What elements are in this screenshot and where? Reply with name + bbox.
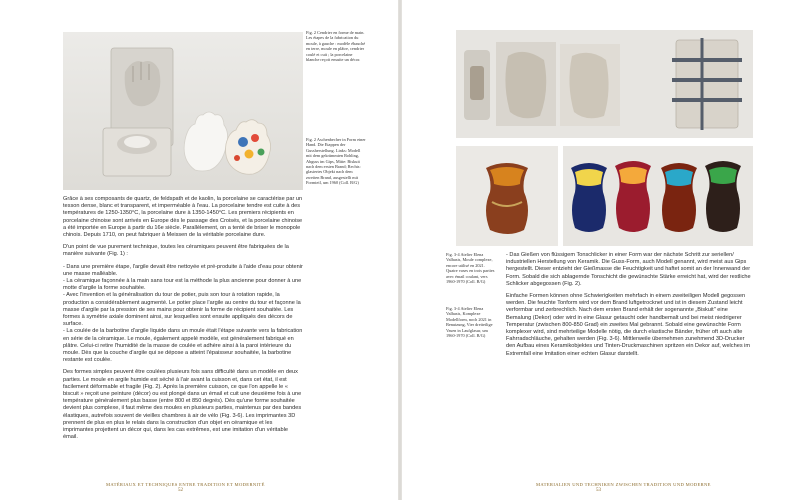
paragraph-2: D'un point de vue purement technique, toutes les céramiques peuvent être fabriquées de la manière suivante (Fig. 1) :	[63, 244, 289, 258]
right-paragraph-1: - Das Gießen von flüssigem Tonschlicker in einer Form war der nächste Schritt zur seriellen/ industriellen Herstellung von Keramik. Die Guss-Form, auch Modell genannt, wird meist aus Gips hergestellt. Dieser entzieht der Gießmasse die Feuchtigkeit und haftet somit an der Innenwand der Form. Sobald die sich ablagernde Tonschicht die gewünschte Stärke erreicht hat, wird der restliche Schlicker abgegossen (Fig. 2).	[506, 252, 751, 287]
left-page	[0, 0, 398, 500]
mold-stages-illustration	[63, 32, 303, 190]
single-vase-photo	[456, 146, 558, 246]
mold-parts-photo	[456, 30, 753, 138]
caption-fig3-fr: Fig. 3-4 Atelier Elena Valhasis, Moule complexe, encore utilisé en 2021. Quatre vases en trois parties avec émail coulant, vers 1960-1970 (Coll. B/G)	[446, 252, 495, 285]
figure-caption-fr	[306, 30, 366, 64]
figure-caption-de	[306, 137, 366, 188]
left-body-text	[63, 196, 303, 447]
figure-caption-fr-right	[446, 252, 496, 286]
left-page-number: 52	[178, 488, 183, 493]
right-body-text	[506, 252, 754, 363]
right-page	[402, 0, 800, 500]
vases-row-illustration	[563, 146, 753, 246]
right-page-number: 53	[596, 488, 601, 493]
four-vases-photo	[563, 146, 753, 246]
mold-parts-illustration	[456, 30, 753, 138]
figure-caption-de-right	[446, 306, 496, 340]
plaster-mold-hand-photo	[63, 32, 303, 190]
paragraph-4: Des formes simples peuvent être coulées plusieurs fois sans difficulté dans un modèle en deux parties. Le moule en argile humide est séché à l'air avant la cuisson et, dans cet état, il est facilement déformable et fragile (Fig. 2). Après la première cuisson, ce que l'on appelle le « biscuit » reçoit une peinture (décor) ou est plongé dans un émail et cuit une deuxième fois à une température généralement plus basse (entre 800 et 850 degrés). Dès qu'une forme souhaitée devient plus complexe, il faut même des moules en plusieurs parties, maintenus par des bandes élastiques, autrefois souvent de vieilles chambres à air de vélo (Fig. 3-6). Les imprimantes 3D prennent de plus en plus le relais dans la construction d'un objet en céramique et les imprimantes projettent un décor qui, dans les cas extrêmes, est une imitation d'un véritable émail.	[63, 369, 302, 441]
vase-illustration	[456, 146, 558, 246]
right-running-footer: MATERIALIEN UND TECHNIKEN ZWISCHEN TRADITION UND MODERNE	[536, 482, 711, 487]
paragraph-1: Grâce à ses composants de quartz, de feldspath et de kaolin, la porcelaine se caractérise par un tesson dense, blanc et transparent, et imperméable à l'eau. La porcelaine tendre est cuite à des températures de 1250-1350°C, la porcelaine dure à 1350-1450°C. Les premiers récipients en porcelaine chinoise sont arrivés en Europe dès le passage des Croisés, et la porcelaine chinoise a été importée en Europe à partir du 16e siècle. Parallèlement, on a tenté de briser le monopole chinois. Depuis 1710, on peut fabriquer à Meissen de la véritable porcelaine dure.	[63, 196, 303, 239]
left-running-footer: MATÉRIAUX ET TECHNIQUES ENTRE TRADITION ET MODERNITÉ	[106, 482, 265, 487]
caption-fig3-de: Fig. 3-4 Atelier Elena Valhasis, Komplexe Modellform, noch 2021 in Benutzung, Vier dreiteilige Vasen in Laufglasur, um 1960-1970 (Coll. B/G)	[446, 306, 493, 339]
caption-fig2-de: Fig. 2 Aschenbecher in Form einer Hand. Die Etappen der Gussherstellung. Links: Modell mit dem gekrümmten Rohling, Abguss im Gips, Mitte: Biskuit nach dem ersten Brand; Rechts: glasiertes Objekt nach dem zweiten Brand, ausgestellt mit Formteil, um 1960 (Coll. B/G)	[306, 137, 366, 186]
right-paragraph-2: Einfache Formen können ohne Schwierigkeiten mehrfach in einem zweiteiligen Modell gegossen werden. Die feuchte Tonform wird vor dem Brand luftgetrocknet und ist in diesem Zustand leicht verformbar und zerbrechlich. Nach dem ersten Brand erhält der sogenannte „Biskuit" eine Bemalung (Dekor) oder wird in eine Glasur getaucht oder handbemalt und bei meist niedrigerer Temperatur (zwischen 800-850 Grad) ein zweites Mal gebrannt. Sobald eine gewünschte Form komplexer wird, sind mehrteilige Modelle nötig, die durch elastische Bänder, früher oft auch alte Fahrradschläuche, gehalten werden (Fig. 3-6). Mittlerweile übernehmen zunehmend 3D-Drucker den Aufbau eines Keramikobjektes und Tinten-Druckmaschinen spritzen ein Dekor auf, welches im Extremfall eine Imitation einer echten Glasur darstellt.	[506, 293, 751, 357]
paragraph-3: - Dans une première étape, l'argile devait être nettoyée et pré-produite à l'aide d'eau pour obtenir une masse malléable. - La céramique façonnée à la main sans tour est la méthode la plus ancienne pour donner à une motte d'argile la forme souhaitée. - Avec l'invention et la généralisation du tour de potier, puis son tour à rotation rapide, la production a considérablement augmenté. Le potier place l'argile au centre du tour et façonne la masse d'argile par la pression de ses mains pour obtenir la forme de récipient souhaitée. Les formes à symétrie axiale dominent ainsi, sur lesquelles sont ensuite appliqués des décors de surface. - La coulée de la barbotine d'argile liquide dans un moule était l'étape suivante vers la fabrication en série de la céramique. Le moule, également appelé modèle, est généralement fabriqué en plâtre. Celui-ci retire l'humidité de la masse de coulée et adhère ainsi à la paroi intérieure du moule. Dès que la couche d'argile qui se dépose a atteint l'épaisseur souhaitée, la barbotine restante est coulée.	[63, 263, 303, 364]
caption-fig2-fr: Fig. 2 Cendrier en forme de main. Les étapes de la fabrication du moule, à gauche : modèle ébauché en terre, moule en plâtre, cendrier coulé et cuit ; la porcelaine blanche reçoit ensuite un décor.	[306, 30, 366, 63]
